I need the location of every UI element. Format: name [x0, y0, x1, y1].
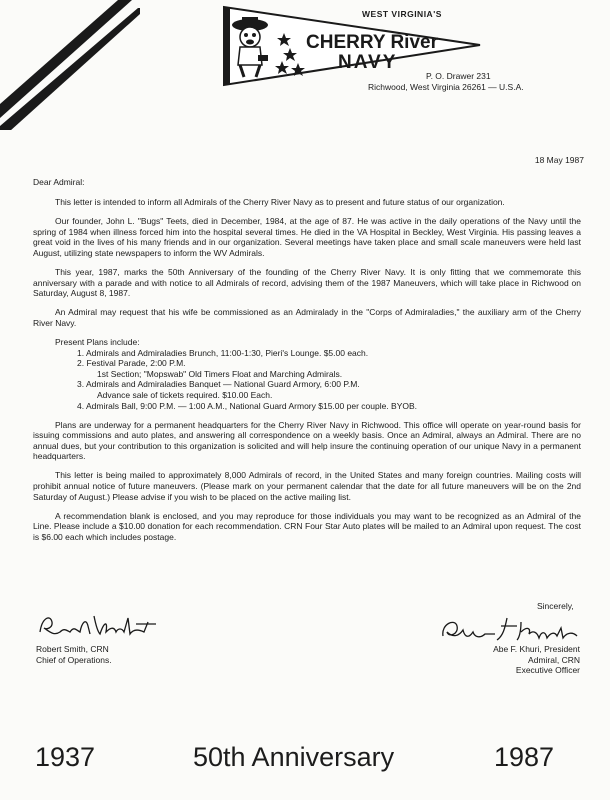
plan-item: 3. Admirals and Admiraladies Banquet — National Guard Armory, 6:00 P.M. [77, 379, 360, 390]
pennant-title: CHERRY River [306, 32, 438, 53]
plan-item: 2. Festival Parade, 2:00 P.M. [77, 358, 186, 369]
paragraph: Our founder, John L. "Bugs" Teets, died in December, 1984, at the age of 87. He was active in the daily operations of the Navy until the spring of 1984 when illness forced him into the hospital several times. He died in the VA Hospital in Beckley, West Virginia. His passing leaves a great void in the lives of his many friends and in our organization. Several meetings have taken place and small scale maneuvers were held last August, utilizing state newspapers to inform the WV Admirals. [33, 216, 581, 258]
plans-list [33, 337, 581, 411]
city-line: Richwood, West Virginia 26261 — U.S.A. [368, 82, 524, 92]
anniversary-footer [0, 742, 610, 782]
paragraph: This year, 1987, marks the 50th Anniversary of the founding of the Cherry River Navy. It is only fitting that we commemorate this anniversary with a parade and with notice to all Admirals of record, advising them of the 1987 Maneuvers, which will take place in Richwood on Saturday, August 8, 1987. [33, 266, 581, 299]
plan-item-detail: 1st Section; "Mopswab" Old Timers Float and Marching Admirals. [97, 368, 343, 379]
letter-body [33, 197, 581, 551]
signer-left-name: Robert Smith, CRN [36, 644, 109, 654]
paragraph: This letter is being mailed to approximately 8,000 Admirals of record, in the United States and many foreign countries. Mailing costs will prohibit annual notice of future maneuvers. (Please mark on your permanent calendar that the date for all future maneuvers will be on the 2nd Saturday of August.) Please advise if you wish to be placed on the active mailing list. [33, 470, 581, 502]
footer-anniversary: 50th Anniversary [193, 742, 395, 772]
signer-left-title: Chief of Operations. [36, 654, 112, 665]
footer-year-start: 1937 [35, 742, 96, 772]
signer-left [36, 644, 112, 665]
corner-stripes-decoration [0, 0, 140, 130]
po-box: P. O. Drawer 231 [426, 71, 491, 81]
paragraph: Plans are underway for a permanent headquarters for the Cherry River Navy in Richwood. This office will operate on year-round basis for issuing commissions and auto plates, and answering all correspondence on a weekly basis. Once an Admiral, always an Admiral. There are no annual dues, but your contribution to this organization is solicited and will help insure the continuing operation of our unique Navy in a permanent headquarters. [33, 419, 581, 462]
paragraph: An Admiral may request that his wife be commissioned as an Admiralady in the "Corps of Admiraladies," the auxiliary arm of the Cherry River Navy. [33, 307, 581, 328]
salutation: Dear Admiral: [33, 177, 85, 187]
paragraph: This letter is intended to inform all Admirals of the Cherry River Navy as to present and future status of our organization. [55, 197, 505, 207]
plan-item: 1. Admirals and Admiraladies Brunch, 11:00-1:30, Pieri's Lounge. $5.00 each. [77, 347, 369, 358]
signer-right-title: Admiral, CRN [528, 654, 580, 665]
letter-date: 18 May 1987 [534, 155, 584, 165]
signer-right-name: Abe F. Khuri, President [493, 644, 580, 654]
paragraph: A recommendation blank is enclosed, and you may reproduce for those individuals you may want to be recognized as an Admiral of the Line. Please include a $10.00 donation for each recommendation. CRN Four Star Auto plates will be mailed to an Admiral upon request. The cost is $6.00 each which includes postage. [33, 510, 581, 542]
signature-robert-smith [36, 608, 166, 642]
letterhead-state: WEST VIRGINIA'S [362, 9, 442, 19]
closing: Sincerely, [537, 601, 574, 611]
signature-abe-khuri [437, 612, 587, 646]
letterhead-address [368, 71, 524, 93]
plan-item: 4. Admirals Ball, 9:00 P.M. — 1:00 A.M., National Guard Armory $15.00 per couple. BYOB. [77, 400, 418, 411]
pennant-subtitle: NAVY [338, 52, 398, 73]
signer-right [470, 644, 580, 676]
plan-item-detail: Advance sale of tickets required. $10.00 Each. [97, 389, 273, 400]
footer-year-end: 1987 [494, 742, 555, 772]
signer-right-title2: Executive Officer [515, 665, 580, 675]
plans-heading: Present Plans include: [55, 336, 140, 347]
